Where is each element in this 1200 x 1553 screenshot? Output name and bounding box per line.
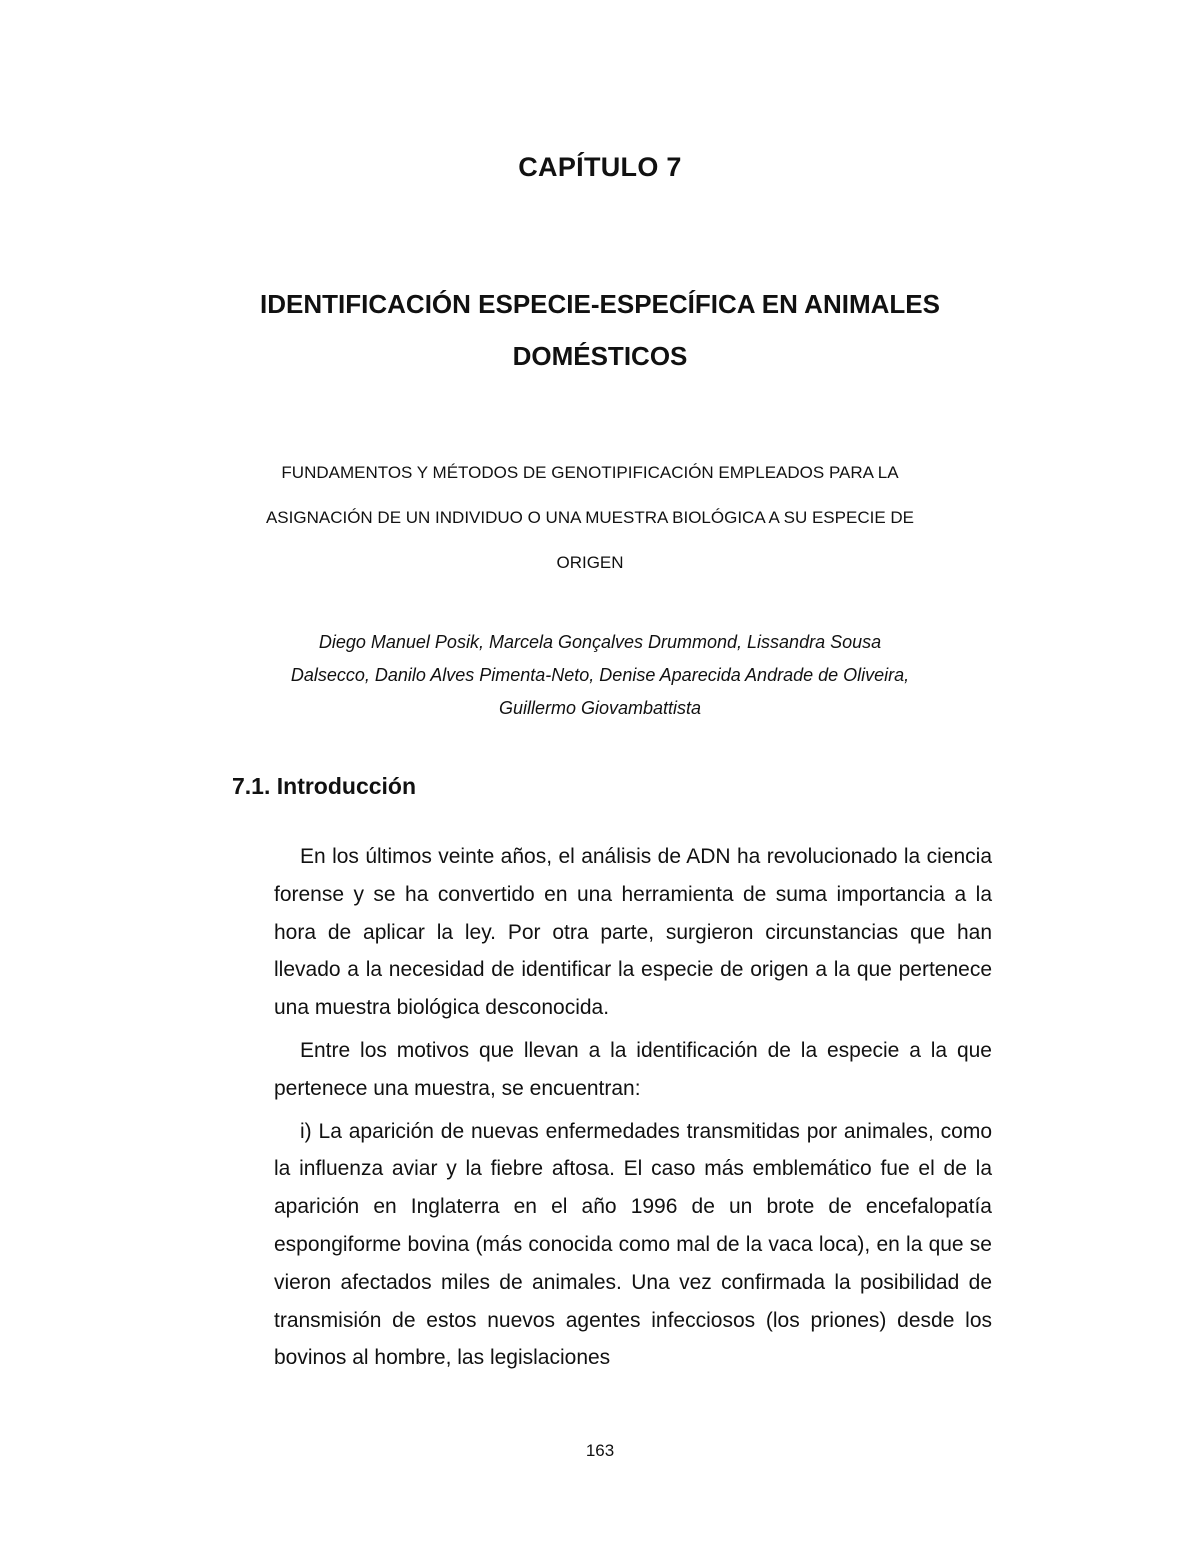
subtitle-line: ORIGEN [556, 553, 624, 572]
chapter-heading: CAPÍTULO 7 [518, 152, 682, 182]
subtitle-line: ASIGNACIÓN DE UN INDIVIDUO O UNA MUESTRA BIOLÓGICA A SU ESPECIE DE [265, 508, 915, 527]
author-line: Dalsecco, Danilo Alves Pimenta-Neto, Denise Aparecida Andrade de Oliveira, [290, 665, 910, 685]
page-number: 163 [585, 1441, 615, 1460]
chapter-subtitle [200, 450, 980, 585]
author-line: Diego Manuel Posik, Marcela Gonçalves Drummond, Lissandra Sousa [318, 632, 882, 652]
paragraph: En los últimos veinte años, el análisis de ADN ha revolucionado la ciencia forense y se ha convertido en una herramienta de suma importancia a la hora de aplicar la ley. Por otra parte, surgieron circunstancias que han llevado a la necesidad de identificar la especie de origen a la que pertenece una muestra biológica desconocida. [274, 845, 992, 1020]
subtitle-line: FUNDAMENTOS Y MÉTODOS DE GENOTIPIFICACIÓN EMPLEADOS PARA LA [281, 463, 899, 482]
chapter-title-line: DOMÉSTICOS [512, 341, 688, 371]
chapter-title-line: IDENTIFICACIÓN ESPECIE-ESPECÍFICA EN ANIMALES [260, 289, 940, 319]
paragraph: i) La aparición de nuevas enfermedades transmitidas por animales, como la influenza aviar y la fiebre aftosa. El caso más emblemático fue el de la aparición en Inglaterra en el año 1996 de un brote de encefalopatía espongiforme bovina (más conocida como mal de la vaca loca), en la que se vieron afectados miles de animales. Una vez confirmada la posibilidad de transmisión de estos nuevos agentes infecciosos (los priones) desde los bovinos al hombre, las legislaciones [274, 1119, 992, 1370]
author-line: Guillermo Giovambattista [498, 698, 702, 718]
chapter-title [0, 278, 1200, 382]
body-text [274, 838, 992, 1382]
author-list [200, 626, 1000, 725]
paragraph: Entre los motivos que llevan a la identificación de la especie a la que pertenece una muestra, se encuentran: [274, 1038, 992, 1100]
section-heading: 7.1. Introducción [232, 773, 417, 799]
